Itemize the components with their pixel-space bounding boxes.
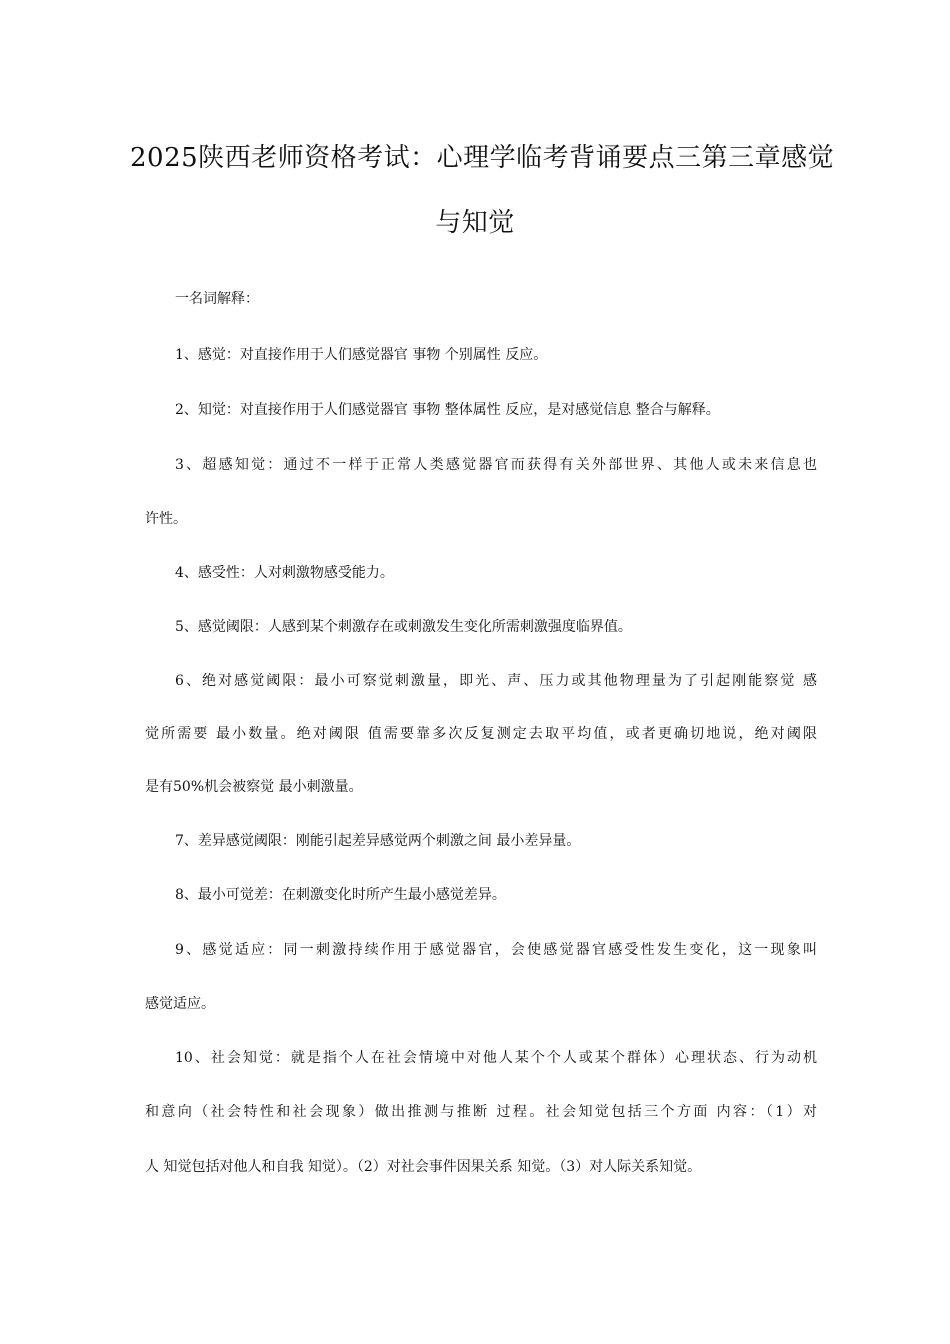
definition-6-line-2: 觉所需要 最小数量。绝对阈限 值需要靠多次反复测定去取平均值，或者更确切地说，绝对阈限 [145, 726, 817, 742]
definition-2: 2、知觉：对直接作用于人们感觉器官 事物 整体属性 反应，是对感觉信息 整合与解释。 [175, 402, 720, 418]
definition-9-line-1: 9、感觉适应：同一刺激持续作用于感觉器官，会使感觉器官感受性发生变化，这一现象叫 [175, 942, 817, 958]
definition-5: 5、感觉阈限：人感到某个刺激存在或刺激发生变化所需刺激强度临界值。 [175, 619, 632, 635]
definition-6-line-3: 是有50%机会被察觉 最小刺激量。 [145, 779, 363, 795]
definition-8: 8、最小可觉差：在刺激变化时所产生最小感觉差异。 [175, 887, 506, 903]
definition-10-line-2: 和意向（社会特性和社会现象）做出推测与推断 过程。社会知觉包括三个方面 内容：（1）对 [145, 1104, 817, 1120]
definition-3-line-1: 3、超感知觉：通过不一样于正常人类感觉器官而获得有关外部世界、其他人或未来信息也 [175, 457, 817, 473]
definition-1: 1、感觉：对直接作用于人们感觉器官 事物 个别属性 反应。 [175, 347, 548, 363]
definition-7: 7、差异感觉阈限：刚能引起差异感觉两个刺激之间 最小差异量。 [175, 833, 581, 849]
definition-10-line-3: 人 知觉包括对他人和自我 知觉）。（2）对社会事件因果关系 知觉。（3）对人际关系知觉。 [145, 1159, 702, 1175]
definition-3-line-2: 许性。 [145, 511, 187, 527]
definition-4: 4、感受性：人对刺激物感受能力。 [175, 565, 394, 581]
document-title-line-2: 与知觉 [435, 208, 515, 238]
definition-9-line-2: 感觉适应。 [145, 996, 215, 1012]
section-heading: 一名词解释： [175, 291, 259, 307]
definition-10-line-1: 10、社会知觉：就是指个人在社会情境中对他人某个个人或某个群体）心理状态、行为动机 [175, 1050, 817, 1066]
document-title-line-1: 2025陕西老师资格考试：心理学临考背诵要点三第三章感觉 [130, 143, 835, 173]
definition-6-line-1: 6、绝对感觉阈限：最小可察觉刺激量，即光、声、压力或其他物理量为了引起刚能察觉 感 [175, 673, 817, 689]
